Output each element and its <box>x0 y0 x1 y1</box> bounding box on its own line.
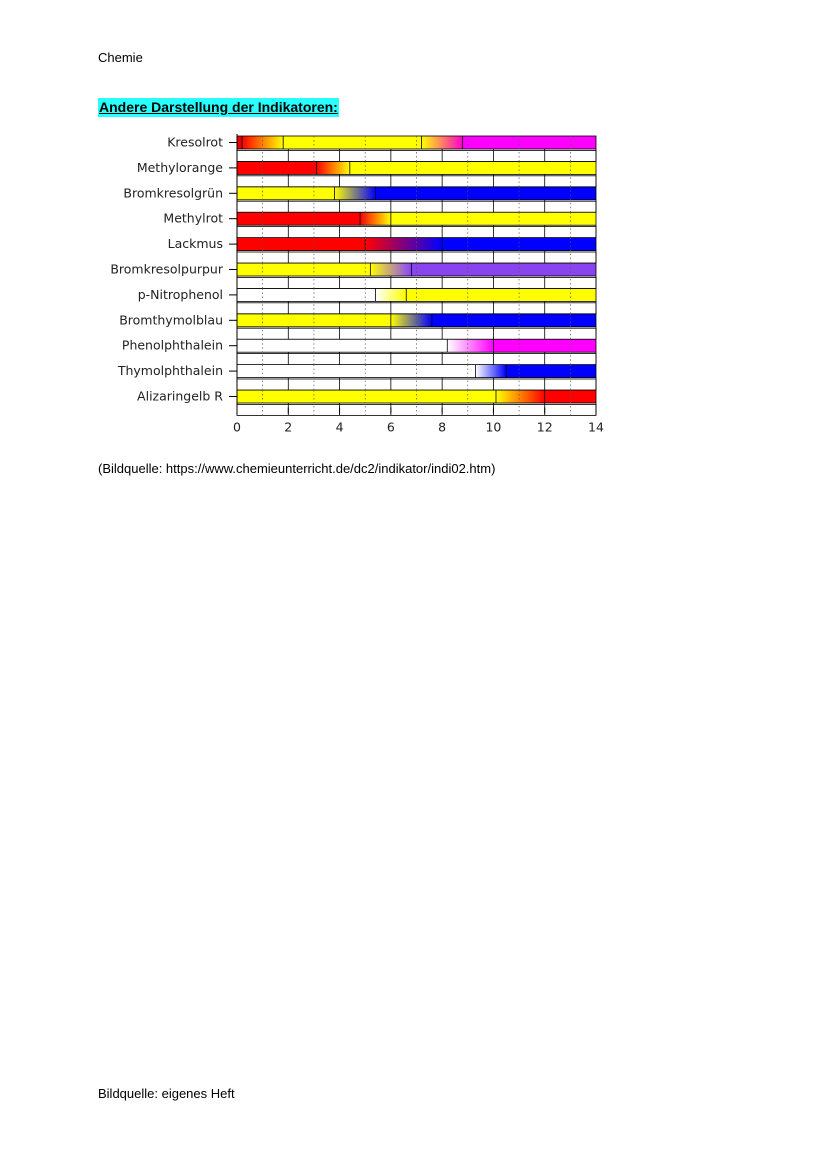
bar-segment <box>545 390 596 403</box>
bar-segment <box>391 314 432 327</box>
bar-segment <box>463 136 596 149</box>
bar-segment <box>237 212 360 225</box>
page-header: Chemie <box>98 50 143 65</box>
x-tick-label: 2 <box>284 419 293 435</box>
indicator-chart-svg <box>98 132 618 452</box>
bar-segment <box>237 365 475 378</box>
indicator-label: Phenolphthalein <box>121 337 223 353</box>
bar-segment <box>493 339 596 352</box>
bar-segment <box>350 161 596 174</box>
x-tick-label: 12 <box>536 419 553 435</box>
x-tick-label: 6 <box>386 419 395 435</box>
bar-segment <box>237 263 370 276</box>
indicator-label: Bromkresolpurpur <box>110 261 223 277</box>
indicator-label: Kresolrot <box>167 134 223 150</box>
bar-segment <box>316 161 349 174</box>
labels-layer <box>110 135 224 404</box>
x-tick-label: 14 <box>588 419 604 435</box>
bar-segment <box>283 136 421 149</box>
bar-segment <box>237 161 316 174</box>
indicator-label: Bromkresolgrün <box>123 185 223 201</box>
bar-segment <box>237 314 391 327</box>
bar-segment <box>375 288 406 301</box>
bar-segment <box>442 238 596 251</box>
bar-segment <box>360 212 391 225</box>
indicator-label: Lackmus <box>167 236 223 252</box>
bar-segment <box>242 136 283 149</box>
x-tick-label: 0 <box>233 419 241 435</box>
indicator-label: p-Nitrophenol <box>137 286 223 302</box>
bar-segment <box>365 238 442 251</box>
bar-segment <box>375 187 596 200</box>
bar-segment <box>237 136 242 149</box>
section-title: Andere Darstellung der Indikatoren: <box>99 99 338 115</box>
bar-segment <box>406 288 596 301</box>
indicator-label: Methylorange <box>136 159 223 175</box>
bar-segment <box>334 187 375 200</box>
page-footer: Bildquelle: eigenes Heft <box>98 1086 235 1101</box>
indicator-label: Bromthymolblau <box>119 312 223 328</box>
image-source-note: (Bildquelle: https://www.chemieunterricht.de/dc2/indikator/indi02.htm) <box>98 461 496 476</box>
x-tick-label: 8 <box>438 419 447 435</box>
bar-segment <box>496 390 545 403</box>
bar-segment <box>422 136 463 149</box>
bar-segment <box>237 288 375 301</box>
bar-segment <box>237 238 365 251</box>
bar-segment <box>237 390 496 403</box>
indicator-label: Alizaringelb R <box>137 388 223 404</box>
indicator-label: Thymolphthalein <box>117 363 223 379</box>
bar-segment <box>432 314 596 327</box>
bar-segment <box>447 339 493 352</box>
bar-segment <box>370 263 411 276</box>
x-tick-label: 10 <box>485 419 502 435</box>
indicator-label: Methylrot <box>163 210 223 226</box>
bar-segment <box>237 187 334 200</box>
bar-segment <box>475 365 506 378</box>
indicator-chart <box>98 132 618 452</box>
bar-segment <box>506 365 596 378</box>
bar-segment <box>411 263 596 276</box>
bar-segment <box>391 212 596 225</box>
bar-segment <box>237 339 447 352</box>
x-tick-label: 4 <box>335 419 344 435</box>
